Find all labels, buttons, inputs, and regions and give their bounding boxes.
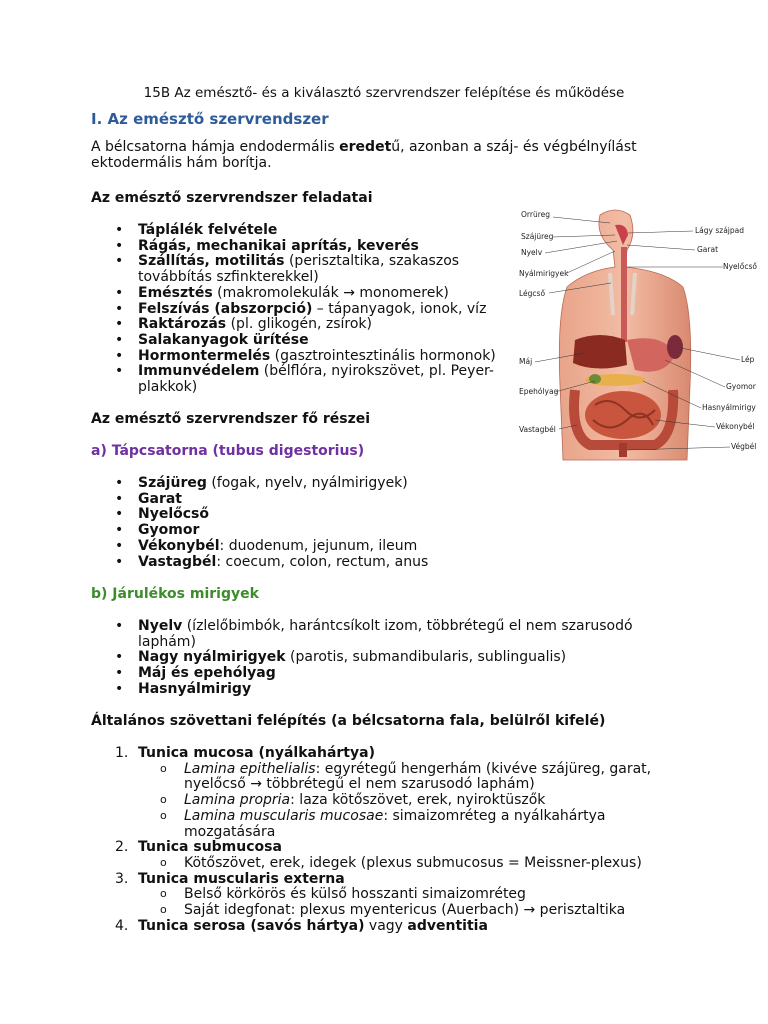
gallbladder-shape bbox=[589, 374, 601, 384]
list-item: • Garat bbox=[115, 492, 428, 508]
section-heading-digestive: I. Az emésztő szervrendszer bbox=[91, 110, 329, 128]
list-item: • Szájüreg (fogak, nyelv, nyálmirigyek) bbox=[115, 476, 428, 492]
tract-heading: a) Tápcsatorna (tubus digestorius) bbox=[91, 443, 365, 459]
digestive-system-illustration bbox=[515, 205, 760, 467]
intro-paragraph bbox=[91, 140, 661, 171]
tasks-heading: Az emésztő szervrendszer feladatai bbox=[91, 190, 373, 206]
sub-list-item: o Lamina epithelialis: egyrétegű hengerhám (kivéve szájüreg, garat, nyelőcső → többrétegű el nem szarusodó laphám) bbox=[138, 762, 671, 793]
label-right: Garat bbox=[697, 245, 719, 254]
list-item: • Vastagbél: coecum, colon, rectum, anus bbox=[115, 555, 428, 571]
label-right: Lép bbox=[741, 355, 755, 364]
label-right: Végbél bbox=[731, 442, 757, 451]
list-item: • Nyelv (ízlelőbimbók, harántcsíkolt izom, többrétegű el nem szarusodó laphám) bbox=[115, 619, 678, 650]
tasks-list bbox=[115, 223, 528, 396]
list-item: • Salakanyagok ürítése bbox=[115, 333, 528, 349]
list-item: • Hasnyálmirigy bbox=[115, 682, 678, 698]
glands-heading: b) Járulékos mirigyek bbox=[91, 586, 259, 602]
list-item: • Felszívás (abszorpció) – tápanyagok, ionok, víz bbox=[115, 302, 528, 318]
document-title: 15B Az emésztő- és a kiválasztó szervrendszer felépítése és működése bbox=[143, 85, 625, 101]
list-item: • Rágás, mechanikai aprítás, keverés bbox=[115, 239, 528, 255]
label-left: Légcső bbox=[519, 289, 546, 298]
list-item: 1. Tunica mucosa (nyálkahártya) o Lamina epithelialis: egyrétegű hengerhám (kivéve szájüreg, garat, nyelőcső → többrétegű el nem szarusodó laphám) o Lamina propria: laza kötőszövet, erek, nyiroktüszők o Lamina muscularis mucosae: simaizomréteg a nyálkahártya mozgatására bbox=[91, 746, 671, 840]
label-left: Máj bbox=[519, 357, 533, 366]
esophagus-shape bbox=[621, 247, 627, 342]
glands-list bbox=[115, 619, 678, 698]
list-item: • Szállítás, motilitás (perisztaltika, szakaszos továbbítás szfinkterekkel) bbox=[115, 254, 498, 285]
label-left: Orrüreg bbox=[521, 210, 550, 219]
label-left: Nyelv bbox=[521, 248, 543, 257]
list-item: • Vékonybél: duodenum, jejunum, ileum bbox=[115, 539, 428, 555]
label-right: Vékonybél bbox=[716, 422, 755, 431]
label-right: Nyelőcső bbox=[723, 262, 757, 271]
label-left: Epehólyag bbox=[519, 387, 559, 396]
sub-list-item: o Belső körkörös és külső hosszanti simaizomréteg bbox=[138, 887, 671, 903]
sub-list-item: o Lamina muscularis mucosae: simaizomréteg a nyálkahártya mozgatására bbox=[138, 809, 664, 840]
liver-shape bbox=[573, 335, 627, 369]
sub-list-item: o Saját idegfonat: plexus myentericus (Auerbach) → perisztaltika bbox=[138, 903, 671, 919]
list-item: • Nyelőcső bbox=[115, 507, 428, 523]
list-item: • Hormontermelés (gasztrointesztinális hormonok) bbox=[115, 349, 508, 365]
list-item: • Raktározás (pl. glikogén, zsírok) bbox=[115, 317, 528, 333]
list-item: 3. Tunica muscularis externa o Belső körkörös és külső hosszanti simaizomréteg o Saját idegfonat: plexus myentericus (Auerbach) → perisztaltika bbox=[91, 872, 671, 919]
sub-list-item: o Lamina propria: laza kötőszövet, erek, nyiroktüszők bbox=[138, 793, 671, 809]
list-item: • Emésztés (makromolekulák → monomerek) bbox=[115, 286, 528, 302]
histology-list bbox=[91, 746, 671, 934]
list-item: • Nagy nyálmirigyek (parotis, submandibularis, sublingualis) bbox=[115, 650, 678, 666]
label-left: Szájüreg bbox=[521, 232, 554, 241]
list-item: • Táplálék felvétele bbox=[115, 223, 528, 239]
rectum-shape bbox=[619, 443, 627, 457]
spleen-shape bbox=[667, 335, 683, 359]
tract-list bbox=[115, 476, 428, 570]
intro-text-a: A bélcsatorna hámja endodermális bbox=[91, 139, 340, 155]
intro-text-c: ű, azonban a száj- és végbélnyílást ektodermális hám borítja. bbox=[91, 139, 637, 171]
list-item: • Máj és epehólyag bbox=[115, 666, 678, 682]
label-right: Hasnyálmirigy bbox=[702, 403, 756, 412]
label-left: Nyálmirigyek bbox=[519, 269, 569, 278]
label-left: Vastagbél bbox=[519, 425, 556, 434]
sub-list-item: o Kötőszövet, erek, idegek (plexus submucosus = Meissner-plexus) bbox=[138, 856, 671, 872]
label-right: Gyomor bbox=[726, 382, 756, 391]
list-item: 4. Tunica serosa (savós hártya) vagy adventitia bbox=[115, 917, 488, 934]
histology-heading: Általános szövettani felépítés (a bélcsatorna fala, belülről kifelé) bbox=[91, 713, 606, 729]
list-item: • Gyomor bbox=[115, 523, 428, 539]
list-item: • Immunvédelem (bélflóra, nyirokszövet, pl. Peyer-plakkok) bbox=[115, 364, 506, 395]
intro-text-bold: eredet bbox=[339, 139, 392, 155]
parts-heading: Az emésztő szervrendszer fő részei bbox=[91, 411, 371, 427]
list-item: 2. Tunica submucosa o Kötőszövet, erek, idegek (plexus submucosus = Meissner-plexus) bbox=[91, 840, 671, 871]
label-right: Lágy szájpad bbox=[695, 226, 744, 235]
